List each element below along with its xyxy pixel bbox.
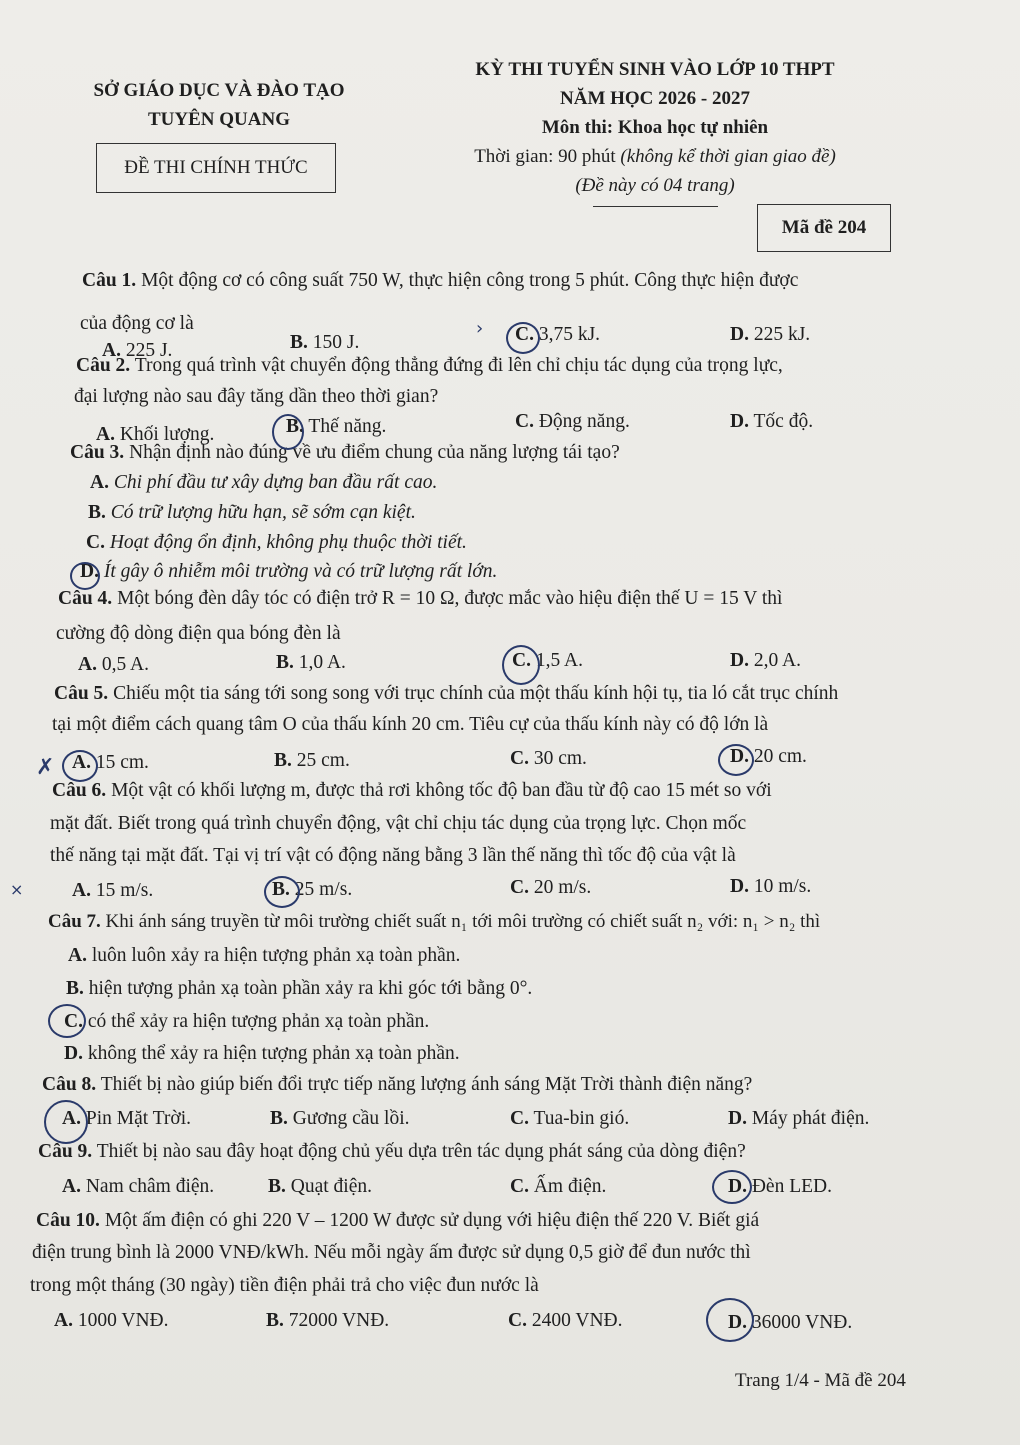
page-footer: Trang 1/4 - Mã đề 204	[735, 1370, 906, 1391]
question-10-line-2: điện trung bình là 2000 VNĐ/kWh. Nếu mỗi ngày ấm được sử dụng 0,5 giờ để đun nước thì	[32, 1242, 751, 1263]
school-year: NĂM HỌC 2026 - 2027	[560, 88, 750, 109]
answer-circle-mark	[706, 1298, 754, 1342]
official-exam-label: ĐỀ THI CHÍNH THỨC	[124, 157, 308, 178]
question-4-line-2: cường độ dòng điện qua bóng đèn là	[56, 623, 341, 644]
question-5-line-2: tại một điểm cách quang tâm O của thấu kính 20 cm. Tiêu cự của thấu kính này có độ lớn là	[52, 714, 769, 735]
answer-circle-mark	[718, 744, 754, 776]
answer-circle-mark	[70, 562, 100, 590]
answer-circle-mark	[44, 1100, 88, 1144]
question-4-option-d: D. 2,0 A.	[730, 650, 801, 671]
exam-title: KỲ THI TUYỂN SINH VÀO LỚP 10 THPT	[475, 59, 835, 80]
check-mark-icon: ›	[476, 318, 484, 339]
time-line	[420, 142, 890, 171]
question-8-line-1: Câu 8. Thiết bị nào giúp biến đổi trực tiếp năng lượng ánh sáng Mặt Trời thành điện năng?	[42, 1074, 753, 1095]
question-3-option-d: D. Ít gây ô nhiễm môi trường và có trữ lượng rất lớn.	[80, 561, 498, 582]
question-7-option-d: D. không thể xảy ra hiện tượng phản xạ toàn phần.	[64, 1043, 460, 1064]
question-10-option-d: D. 36000 VNĐ.	[728, 1312, 853, 1333]
question-1-line-1: Câu 1. Một động cơ có công suất 750 W, thực hiện công trong 5 phút. Công thực hiện được	[82, 270, 799, 291]
question-8-option-d: D. Máy phát điện.	[728, 1108, 870, 1129]
question-7-line-1: Câu 7. Khi ánh sáng truyền từ môi trường chiết suất n₁ tới môi trường có chiết suất n₂ với: n₁ > n₂ thì	[48, 911, 821, 932]
question-8-option-c: C. Tua-bin gió.	[510, 1108, 630, 1129]
question-3-option-b: B. Có trữ lượng hữu hạn, sẽ sớm cạn kiệt.	[88, 502, 416, 523]
question-3-option-c: C. Hoạt động ổn định, không phụ thuộc thời tiết.	[86, 532, 467, 553]
question-6-line-2: mặt đất. Biết trong quá trình chuyển động, vật chỉ chịu tác dụng của trọng lực. Chọn mốc	[50, 813, 747, 834]
question-7-option-a: A. luôn luôn xảy ra hiện tượng phản xạ toàn phần.	[68, 945, 461, 966]
question-9-option-b: B. Quạt điện.	[268, 1176, 372, 1197]
header-rule	[593, 206, 718, 207]
question-3-option-a: A. Chi phí đầu tư xây dựng ban đầu rất cao.	[90, 472, 438, 493]
question-5-option-c: C. 30 cm.	[510, 748, 587, 769]
question-2-option-d: D. Tốc độ.	[730, 411, 814, 432]
question-2-option-a: A. Khối lượng.	[96, 424, 215, 445]
time-limit: Thời gian: 90 phút	[474, 146, 616, 167]
question-5-option-b: B. 25 cm.	[274, 750, 350, 771]
answer-circle-mark	[272, 414, 304, 450]
question-7-option-b: B. hiện tượng phản xạ toàn phần xảy ra khi góc tới bằng 0°.	[66, 978, 533, 999]
answer-circle-mark	[712, 1170, 752, 1204]
question-10-line-3: trong một tháng (30 ngày) tiền điện phải trả cho việc đun nước là	[30, 1275, 539, 1296]
question-4-option-a: A. 0,5 A.	[78, 654, 149, 675]
question-4-option-c: C. 1,5 A.	[512, 650, 583, 671]
province-name: TUYÊN QUANG	[148, 109, 290, 130]
subject: Môn thi: Khoa học tự nhiên	[541, 117, 769, 138]
time-note: (không kể thời gian giao đề)	[620, 146, 836, 167]
question-1-option-a: A. 225 J.	[102, 340, 173, 361]
question-9-option-c: C. Ấm điện.	[510, 1176, 607, 1197]
answer-circle-mark	[62, 750, 98, 782]
question-2-option-c: C. Động năng.	[515, 411, 630, 432]
cross-mark-icon: ✗	[36, 755, 55, 780]
question-10-option-a: A. 1000 VNĐ.	[54, 1310, 169, 1331]
question-5-line-1: Câu 5. Chiếu một tia sáng tới song song với trục chính của một thấu kính hội tụ, tia ló cắt trục chính	[54, 683, 839, 704]
question-9-line-1: Câu 9. Thiết bị nào sau đây hoạt động chủ yếu dựa trên tác dụng phát sáng của dòng điện?	[38, 1141, 746, 1162]
question-2-option-b: B. Thế năng.	[286, 416, 387, 437]
question-4-line-1: Câu 4. Một bóng đèn dây tóc có điện trở R = 10 Ω, được mắc vào hiệu điện thế U = 15 V thì	[58, 588, 783, 609]
department-block	[88, 76, 350, 134]
answer-circle-mark	[506, 322, 540, 354]
exam-code: Mã đề 204	[781, 217, 867, 238]
question-6-line-1: Câu 6. Một vật có khối lượng m, được thả rơi không tốc độ ban đầu từ độ cao 15 mét so với	[52, 780, 772, 801]
question-10-line-1: Câu 10. Một ấm điện có ghi 220 V – 1200 W được sử dụng với hiệu điện thế 220 V. Biết giá	[36, 1210, 760, 1231]
question-2-line-1: Câu 2. Trong quá trình vật chuyển động thẳng đứng đi lên chỉ chịu tác dụng của trọng lực,	[76, 355, 783, 376]
official-exam-box	[96, 143, 336, 193]
question-2-line-2: đại lượng nào sau đây tăng dần theo thời gian?	[74, 386, 439, 407]
exam-info-block	[420, 55, 890, 207]
question-10-option-c: C. 2400 VNĐ.	[508, 1310, 623, 1331]
exam-code-box	[757, 204, 891, 252]
question-4-option-b: B. 1,0 A.	[276, 652, 346, 673]
question-6-option-c: C. 20 m/s.	[510, 877, 592, 898]
question-3-line-1: Câu 3. Nhận định nào đúng về ưu điểm chung của năng lượng tái tạo?	[70, 442, 620, 463]
question-5-option-d: D. 20 cm.	[730, 746, 807, 767]
question-6-option-a: A. 15 m/s.	[72, 880, 154, 901]
answer-circle-mark	[264, 876, 300, 908]
department-name: SỞ GIÁO DỤC VÀ ĐÀO TẠO	[93, 80, 345, 101]
question-1-option-d: D. 225 kJ.	[730, 324, 811, 345]
question-8-option-a: A. Pin Mặt Trời.	[62, 1108, 191, 1129]
question-6-line-3: thế năng tại mặt đất. Tại vị trí vật có động năng bằng 3 lần thế năng thì tốc độ của vật là	[50, 845, 736, 866]
answer-circle-mark	[48, 1004, 86, 1038]
question-6-option-b: B. 25 m/s.	[272, 879, 353, 900]
pages-note: (Đề này có 04 trang)	[575, 175, 735, 196]
question-9-option-a: A. Nam châm điện.	[62, 1176, 215, 1197]
answer-circle-mark	[502, 645, 540, 685]
question-5-option-a: A. 15 cm.	[72, 752, 149, 773]
question-8-option-b: B. Gương cầu lồi.	[270, 1108, 410, 1129]
question-6-option-d: D. 10 m/s.	[730, 876, 812, 897]
question-1-option-c: C. 3,75 kJ.	[515, 324, 601, 345]
question-10-option-b: B. 72000 VNĐ.	[266, 1310, 390, 1331]
question-1-line-2: của động cơ là	[80, 313, 194, 334]
question-9-option-d: D. Đèn LED.	[728, 1176, 832, 1197]
question-1-option-b: B. 150 J.	[290, 332, 360, 353]
question-7-option-c: C. có thể xảy ra hiện tượng phản xạ toàn phần.	[64, 1011, 430, 1032]
cross-mark-icon: ×	[10, 880, 24, 899]
